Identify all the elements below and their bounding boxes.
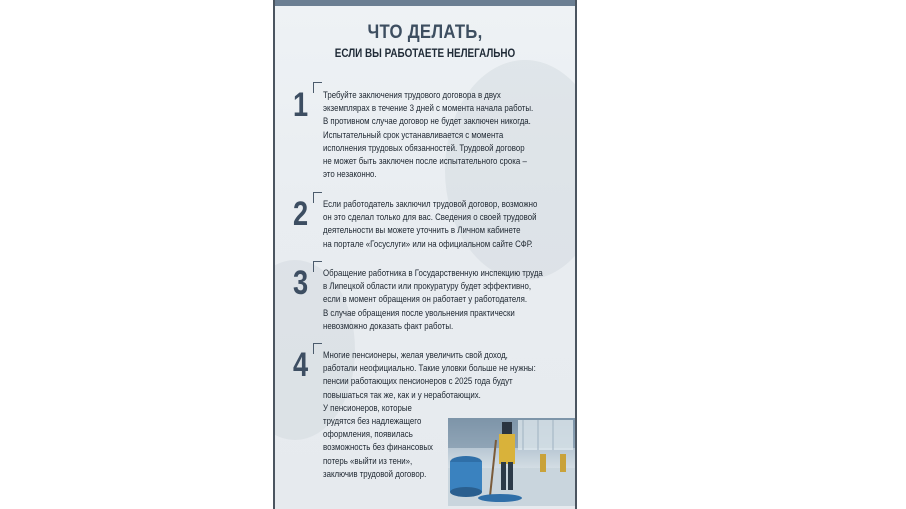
poster-subtitle: ЕСЛИ ВЫ РАБОТАЕТЕ НЕЛЕГАЛЬНО bbox=[334, 48, 516, 60]
item-text-2: Если работодатель заключил трудовой договор, возможно он это сделал только для вас. Сведения о своей трудовой деятельности вы можете уточнить в Личном кабинете на портале «Госуслуги» или на официальном сайте СФР. bbox=[323, 199, 538, 250]
item-number-2: 2 bbox=[293, 195, 309, 233]
item-number-3: 3 bbox=[293, 264, 309, 302]
item-number-1: 1 bbox=[293, 86, 309, 124]
item-number-4: 4 bbox=[293, 346, 309, 384]
poster-title: ЧТО ДЕЛАТЬ, bbox=[367, 22, 483, 43]
item-bracket bbox=[313, 261, 322, 272]
item-bracket bbox=[313, 82, 322, 93]
item-text-3: Обращение работника в Государственную инспекцию труда в Липецкой области или прокуратуру будет эффективно, если в момент обращения он работает у работодателя. В случае обращения после увольнения практически невозможно доказать факт работы. bbox=[323, 268, 543, 332]
photo-illustration bbox=[448, 418, 575, 506]
info-poster bbox=[273, 0, 577, 509]
item-text-1: Требуйте заключения трудового договора в двух экземплярах в течение 3 дней с момента начала работы. В противном случае договор не будет заключен никогда. Испытательный срок устанавливается с момента исполнения трудовых обязанностей. Трудовой договор не может быть заключен после испытательного срока – это незаконно. bbox=[323, 90, 534, 181]
item-bracket bbox=[313, 343, 322, 354]
item-bracket bbox=[313, 192, 322, 203]
item-text-4: Многие пенсионеры, желая увеличить свой доход, работали неофициально. Такие уловки больше не нужны: пенсии работающих пенсионеров с 2025 года будут повышаться так же, как и у неработающих. У пенсионеров, которые трудятся без надлежащего оформления, появилась возможность без финансовых потерь «выйти из тени», заключив трудовой договор. bbox=[323, 350, 536, 480]
top-accent-bar bbox=[275, 0, 575, 6]
cleaner-mopping-floor-photo bbox=[448, 418, 575, 506]
